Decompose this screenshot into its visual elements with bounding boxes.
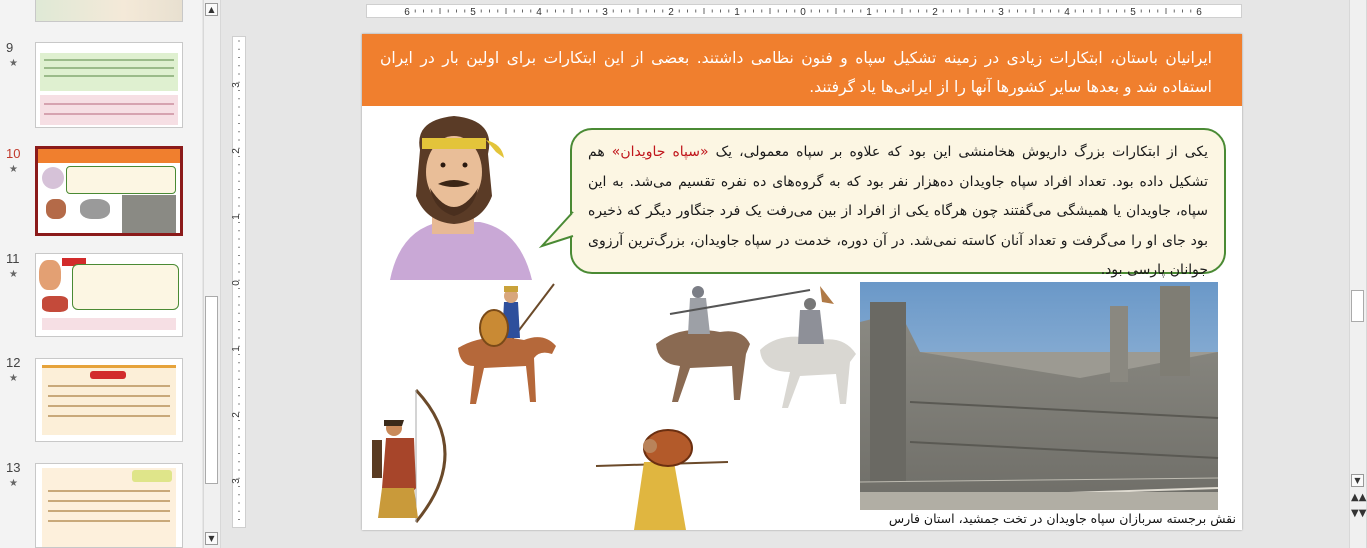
intro-banner: ایرانیان باستان، ابتکارات زیادی در زمینه تشکیل سپاه و فنون نظامی داشتند. بعضی از این ابتکارات برای اولین بار در ایران استفاده شد و بعدها سایر کشورها آنها را از ایرانی‌ها یاد گرفتند. bbox=[362, 34, 1242, 106]
ruler-label: 2 bbox=[231, 412, 242, 418]
ruler-label: 0 bbox=[231, 280, 242, 286]
persian-man-portrait bbox=[370, 110, 538, 280]
ruler-label: 3 bbox=[602, 7, 608, 18]
slide-thumbnails-pane[interactable] bbox=[0, 0, 202, 548]
scrollbar-thumb[interactable] bbox=[205, 296, 218, 484]
vertical-ruler bbox=[232, 36, 246, 528]
horizontal-ruler bbox=[366, 4, 1242, 18]
ruler-label: 0 bbox=[800, 7, 806, 18]
ruler-label: 3 bbox=[998, 7, 1004, 18]
previous-slide-icon[interactable]: ▲▲ bbox=[1351, 492, 1367, 503]
ruler-label: 2 bbox=[932, 7, 938, 18]
ruler-label: 1 bbox=[734, 7, 740, 18]
slide-thumbnail-10-selected[interactable] bbox=[35, 146, 183, 236]
star-icon: ★ bbox=[9, 478, 18, 489]
thumbnail-number: 10 bbox=[6, 146, 21, 161]
scroll-up-button[interactable]: ▲ bbox=[205, 3, 218, 16]
archer-illustration bbox=[370, 388, 466, 526]
photo-caption: نقش برجسته سربازان سپاه جاویدان در تخت جمشید، استان فارس bbox=[888, 511, 1236, 526]
ruler-label: 5 bbox=[1130, 7, 1136, 18]
next-slide-icon[interactable]: ▼▼ bbox=[1351, 508, 1367, 519]
ruler-label: 1 bbox=[231, 346, 242, 352]
star-icon: ★ bbox=[9, 164, 18, 175]
editor-scroll-down-button[interactable]: ▼ bbox=[1351, 474, 1364, 487]
ruler-label: 2 bbox=[231, 148, 242, 154]
ruler-label: 6 bbox=[404, 7, 410, 18]
bubble-text-part1: یکی از ابتکارات بزرگ داریوش هخامنشی این بود که علاوه بر سپاه معمولی، یک bbox=[708, 144, 1208, 160]
thumbnail-number: 9 bbox=[6, 40, 14, 55]
slide-thumbnail-8[interactable] bbox=[35, 0, 183, 22]
ruler-label: 3 bbox=[231, 82, 242, 88]
highlight-immortals: «سپاه جاویدان» bbox=[611, 144, 709, 160]
ruler-label: 5 bbox=[470, 7, 476, 18]
thumbnail-number: 12 bbox=[6, 355, 21, 370]
speech-bubble bbox=[570, 128, 1226, 278]
ruler-label: 4 bbox=[536, 7, 542, 18]
ruler-label: 1 bbox=[231, 214, 242, 220]
slide-thumbnail-13[interactable] bbox=[35, 463, 183, 548]
slide-thumbnail-11[interactable] bbox=[35, 253, 183, 337]
slide-thumbnail-12[interactable] bbox=[35, 358, 183, 442]
ruler-label: 6 bbox=[1196, 7, 1202, 18]
ruler-label: 1 bbox=[866, 7, 872, 18]
thumbnail-number: 11 bbox=[6, 251, 20, 266]
persepolis-relief-photo bbox=[860, 282, 1218, 510]
star-icon: ★ bbox=[9, 58, 18, 69]
star-icon: ★ bbox=[9, 373, 18, 384]
thumbnail-scrollbar[interactable] bbox=[203, 0, 221, 548]
star-icon: ★ bbox=[9, 269, 18, 280]
bubble-tail bbox=[540, 210, 574, 246]
editor-scrollbar[interactable] bbox=[1349, 0, 1367, 548]
bubble-text-part2: هم تشکیل داده بود. تعداد افراد سپاه جاویدان ده‌هزار نفر بود که به گروه‌های ده نفره تقسیم می‌شد. به این سپاه، جاویدان یا همیشگی می‌گفتند چون هرگاه یکی از افراد از بین می‌رفت یک فرد جنگاور دیگر که ذخیره بود جای او را می‌گرفت و تعداد آنان کاسته نمی‌شد. در آن دوره، خدمت در سپاه جاویدان، بزرگ‌ترین آرزوی جوانان پارسی بود. bbox=[588, 144, 1208, 278]
ruler-label: 3 bbox=[231, 478, 242, 484]
thumbnail-number: 13 bbox=[6, 460, 21, 475]
ruler-label: 2 bbox=[668, 7, 674, 18]
slide-thumbnail-9[interactable] bbox=[35, 42, 183, 128]
slide-canvas[interactable] bbox=[362, 34, 1242, 530]
ruler-label: 4 bbox=[1064, 7, 1070, 18]
spearman-illustration bbox=[594, 422, 730, 530]
scroll-down-button[interactable]: ▼ bbox=[205, 532, 218, 545]
battle-scene-illustration bbox=[650, 284, 862, 414]
editor-scrollbar-thumb[interactable] bbox=[1351, 290, 1364, 322]
